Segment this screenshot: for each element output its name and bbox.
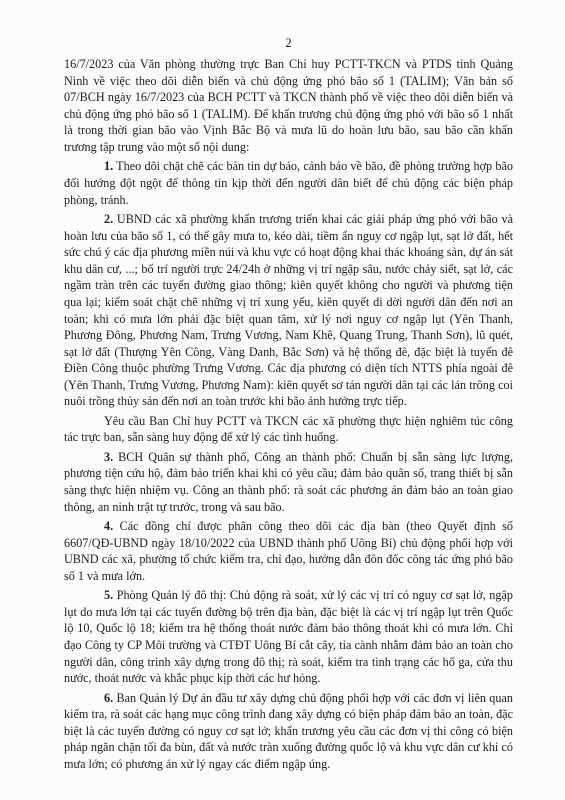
paragraph-number: 4. [104,519,114,534]
paragraph-number: 3. [104,449,114,464]
paragraph-text: Phòng Quản lý đô thị: Chủ động rà soát, xử lý các vị trí có nguy cơ sạt lở, ngập lụt do mưa lớn tại các tuyến đường bộ trên địa bàn, đặc biệt là các vị trí ngập lụt trên Quốc lộ 10, Quốc lộ 18; kiểm tra hệ thống thoát nước đảm bảo thông thoát khi có mưa lớn. Chỉ đạo Công ty CP Môi trường và CTĐT Uông Bí cắt cây, tỉa cành nhằm đảm bảo an toàn cho người dân, công trình xây dựng trong đô thị; rà soát, kiểm tra tình trạng các hố ga, cửa thu nước, thoát nước và khắc phục kịp thời các hư hỏng. [64,588,513,686]
paragraph [64,518,513,584]
paragraph [64,690,513,773]
paragraph-number: 1. [104,159,114,174]
paragraph-text: BCH Quân sự thành phố, Công an thành phố: Chuẩn bị sẵn sàng lực lượng, phương tiện cứu hộ, đảm bảo triển khai khi có yêu cầu; đảm bảo quân số, trang thiết bị sẵn sàng thực hiện nhiệm vụ. Công an thành phố: rà soát các phương án đảm bảo an toàn giao thông, an ninh trật tự trước, trong và sau bão. [64,449,513,514]
page-number: 2 [285,36,292,50]
paragraph-number: 5. [104,588,114,603]
paragraph [64,211,513,410]
paragraph-text: Yêu cầu Ban Chỉ huy PCTT và TKCN các xã phường thực hiện nghiêm túc công tác trực ban, sẵn sàng huy động để xử lý các tình huống. [64,413,513,445]
paragraph [64,413,513,446]
paragraph-text: UBND các xã phường khẩn trương triển khai các giải pháp ứng phó với bão và hoàn lưu của bão số 1, có thể gây mưa to, kéo dài, tiềm ẩn nguy cơ ngập lụt, sạt lở đất, hết sức chú ý các địa phương miền núi và khu vực có hoạt động khai thác khoáng sản, dự án sát khu dân cư, ...; bố trí người trực 24/24h ở những vị trí ngập sâu, nước chảy siết, sạt lở, các ngầm tràn trên các tuyến đường giao thông; kiên quyết không cho người và phương tiện qua lại; kiểm soát chặt chẽ những vị trí xung yếu, kiên quyết di dời người dân đến nơi an toàn; khi có mưa lớn phải đặc biệt quan tâm, xử lý nơi nguy cơ ngập lụt (Yên Thanh, Phương Đông, Phương Nam, Trưng Vương, Nam Khê, Quang Trung, Thanh Sơn), lũ quét, sạt lở đất (Thượng Yên Công, Vàng Danh, Bắc Sơn) và hệ thống đê, đặc biệt là tuyến đê Điền Công thuộc phường Trưng Vương. Các địa phương có diện tích NTTS phía ngoài đê (Yên Thanh, Trưng Vương, Phương Nam): kiên quyết sơ tán người dân tại các lán trông coi nuôi trồng thủy sản đến nơi an toàn trước khi bão ảnh hưởng trực tiếp. [64,211,513,409]
paragraph-text: Các đồng chí được phân công theo dõi các địa bàn (theo Quyết định số 6607/QĐ-UBND ngày 18/10/2022 của UBND thành phố Uông Bí) chủ động phối hợp với UBND các xã, phường tổ chức kiểm tra, chỉ đạo, hướng dẫn đôn đốc công tác ứng phó bão số 1 và mưa lớn. [64,519,513,583]
paragraph-number: 2. [104,211,114,226]
paragraph [64,56,513,156]
paragraph-text: Theo dõi chặt chẽ các bản tin dự báo, cảnh báo về bão, đề phòng trường hợp bão đổi hướng đột ngột để thông tin kịp thời đến người dân biết để chủ động các biện pháp phòng, tránh. [64,159,513,207]
paragraph-text: 16/7/2023 của Văn phòng thường trực Ban Chỉ huy PCTT-TKCN và PTDS tỉnh Quảng Ninh về việc theo dõi diễn biến và chủ động ứng phó bão số 1 (TALIM); Văn bản số 07/BCH ngày 16/7/2023 của BCH PCTT và TKCN thành phố về việc theo dõi diễn biến và chủ động ứng phó bão số 1 (TALIM). Để khẩn trương chủ động ứng phó với bão số 1 nhất là trong thời gian bão vào Vịnh Bắc Bộ và mưa lũ do hoàn lưu bão, sau bão cần khẩn trương tập trung vào một số nội dung: [64,57,513,154]
paragraph-number: 6. [104,690,114,705]
paragraph [64,158,513,208]
document-body [64,56,513,773]
paragraph [64,587,513,687]
paragraph-text: Ban Quản lý Dự án đầu tư xây dựng chủ động phối hợp với các đơn vị liên quan kiểm tra, rà soát các hạng mục công trình đang xây dựng có biện pháp đảm bảo an toàn, đặc biệt là các tuyến đường có nguy cơ sạt lở; khẩn trương yêu cầu các đơn vị thi công có biện pháp ngăn chặn tối đa bùn, đất và nước tràn xuống đường quốc lộ và khu vực dân cư khi có mưa lớn; có phương án xử lý ngay các điểm ngập úng. [64,690,513,771]
paragraph [64,449,513,515]
